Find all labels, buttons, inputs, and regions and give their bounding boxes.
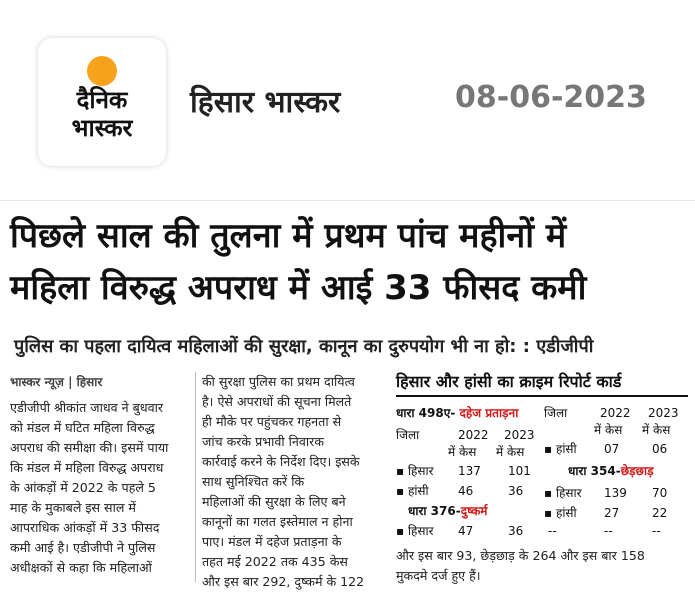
body-line: को मंडल में घटित महिला विरुद्ध [10,420,155,435]
column-header-2022: 2022 [458,428,489,442]
article-column-1 [10,372,190,578]
table-cell-district: ▪ हिसार [544,486,582,500]
column-header-2023: 2023 [648,406,679,420]
headline-line1: पिछले साल की तुलना में प्रथम पांच महीनों में [10,216,567,256]
body-line: और इस बार 93, छेड़छाड़ के 264 और इस बार 158 [396,548,645,563]
body-line: तहत मई 2022 तक 435 केस [202,554,348,569]
table-cell-2023: 36 [508,524,524,538]
report-table-left [396,405,546,545]
table-cell-2022: 07 [604,442,620,456]
body-line: जांच करके प्रभावी निवारक [202,434,324,449]
table-cell-2022: -- [604,524,613,538]
column-header-2022: 2022 [600,406,631,420]
report-card-rule [396,395,688,397]
headline-line2: महिला विरुद्ध अपराध में आई 33 फीसद कमी [10,268,587,308]
body-line: एडीजीपी श्रीकांत जाधव ने बुधवार [10,400,163,415]
table-cell-2022: 47 [458,524,474,538]
table-cell-district: ▪ हिसार [396,524,434,538]
column-header-district: जिला [544,406,568,420]
table-cell-district: ▪ हांसी [396,484,429,498]
column-divider [195,372,196,582]
body-line: माह के मुकाबले इस साल में [10,500,136,515]
section-code: धारा 376- [408,504,461,518]
body-line: कानूनों का गलत इस्तेमाल न होना [202,514,353,529]
column-subheader: में केस [496,445,525,459]
body-line: कि मंडल में महिला विरुद्ध अपराध [10,460,164,475]
table-cell-district: ▪ हिसार [396,464,434,478]
table-cell-2023: 101 [508,464,531,478]
body-line: की सुरक्षा पुलिस का प्रथम दायित्व [202,374,355,389]
table-cell-2023: 22 [652,506,668,520]
section-code: धारा 354- [568,464,621,478]
section-rape-label [408,503,487,520]
table-cell-2022: 139 [604,486,627,500]
report-card-note [396,546,688,586]
table-cell-2023: -- [652,524,661,538]
logo-text-line1: दैनिक [76,86,128,114]
section-dowry-label [396,405,518,422]
byline: भास्कर न्यूज़ | हिसार [10,375,103,389]
clipping-top-edge [0,200,695,201]
column-subheader: में केस [448,445,477,459]
table-cell-district: ▪ हांसी [544,506,577,520]
body-line: के आंकड़ों में 2022 के पहले 5 [10,480,156,495]
sun-icon [87,56,117,86]
body-line: कमी आई है। एडीजीपी ने पुलिस [10,540,156,555]
body-line: अपराध की समीक्षा की। इसमें पाया [10,440,169,455]
table-cell-2023: 36 [508,484,524,498]
table-cell-district: -- [548,524,557,538]
body-line: महिलाओं की सुरक्षा के लिए बने [202,494,346,509]
column-header-district: जिला [396,428,420,442]
report-card-title: हिसार और हांसी का क्राइम रिपोर्ट कार्ड [396,372,622,391]
section-name: छेड़छाड़ [620,464,654,478]
logo-text-line2: भास्कर [71,114,133,142]
article-column-2 [202,372,388,592]
table-cell-2022: 27 [604,506,620,520]
section-name: दुष्कर्म [460,504,488,518]
table-cell-district: ▪ हांसी [544,442,577,456]
body-line: और इस बार 292, दुष्कर्म के 122 [202,574,365,589]
section-name: दहेज प्रताड़ना [459,406,519,420]
edition-name: हिसार भास्कर [190,85,341,120]
table-cell-2022: 137 [458,464,481,478]
dainik-bhaskar-logo [38,38,166,166]
body-line: ही मौके पर पहुंचकर गहनता से [202,414,342,429]
subheadline: पुलिस का पहला दायित्व महिलाओं की सुरक्षा, कानून का दुरुपयोग भी ना हो: : एडीजीपी [14,336,594,357]
table-cell-2023: 70 [652,486,668,500]
body-line: पाए। मंडल में दहेज प्रताड़ना के [202,534,342,549]
column-header-2023: 2023 [504,428,535,442]
report-table-right [544,405,689,545]
body-line: साथ सुनिश्चित करें कि [202,474,305,489]
column-subheader: में केस [594,423,623,437]
body-line: अधीक्षकों से कहा कि महिलाओं [10,560,152,575]
section-code: धारा 498ए- [396,406,460,420]
edition-date: 08-06-2023 [455,80,647,115]
table-cell-2022: 46 [458,484,474,498]
column-subheader: में केस [642,423,671,437]
body-line: है। ऐसे अपराधों की सूचना मिलते [202,394,352,409]
body-line: आपराधिक आंकड़ों में 33 फीसद [10,520,160,535]
table-cell-2023: 06 [652,442,668,456]
body-line: मुकदमे दर्ज हुए हैं। [396,568,481,583]
section-harassment-label [568,463,654,480]
body-line: कार्रवाई करने के निर्देश दिए। इसके [202,454,360,469]
